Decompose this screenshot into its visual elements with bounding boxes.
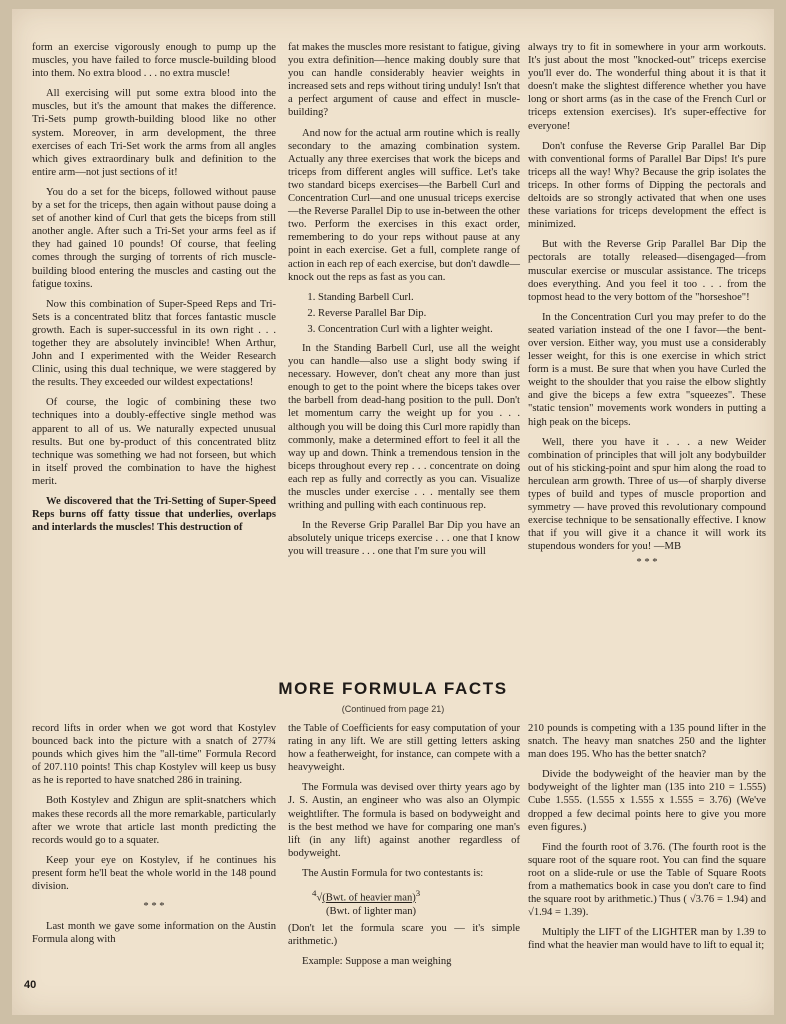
- paragraph: Example: Suppose a man weighing: [302, 955, 452, 967]
- top-column-2: [288, 41, 520, 565]
- paragraph: the Table of Coefficients for easy computation of your rating in any lift. We are still getting letters asking how a featherweight, for instance, can compete with a heavyweight.: [288, 723, 520, 774]
- paragraph: In the Reverse Grip Parallel Bar Dip you have an absolutely unique triceps exercise . . . one that I know you will treasure . . . one that I'm sure you will: [288, 520, 520, 558]
- paragraph: form an exercise vigorously enough to pump up the muscles, you have failed to force muscle-building blood into them. No extra blood . . . no extra muscle!: [32, 42, 276, 80]
- paragraph: (Don't let the formula scare you — it's simple arithmetic.): [288, 922, 520, 947]
- paragraph: In the Standing Barbell Curl, use all the weight you can handle—also use a slight body swing if necessary. However, don't cheat any more than just enough to get to the point where the biceps takes over the barbell from dead-hang position to the pull. Don't let momentum carry the weight up for you . . . although you will be doing this Curl more rapidly than commonly, make a determined effort to feel it all the way up and down. Think a tremendous tension in the biceps throughout every rep . . . concentrate on doing each rep as fully and correctly as you can. Visualize the muscles under exercise . . . mentally see them writhing and pulling with each continuous rep.: [288, 342, 520, 512]
- heading-subtitle: (Continued from page 21): [341, 704, 445, 714]
- paragraph: In the Concentration Curl you may prefer to do the seated variation instead of the one I favor—the bent-over version. Either way, you must use a considerably lesser weight, for this is one exercise in which strict form is a must. Be sure that when you have Curled the weight to the shoulder that you raise the elbow slightly and give the biceps a few extra "squeezes". These "static tension" movements work wonders in putting a high peak on the biceps.: [528, 311, 766, 428]
- magazine-page: [12, 9, 774, 1015]
- paragraph: Last month we gave some information on the Austin Formula along with: [32, 921, 276, 946]
- paragraph: The Formula was devised over thirty years ago by J. S. Austin, an engineer who was also an Olympic weightlifter. The formula is based on bodyweight and is the best method we have for comparing one man's lift (in any lift) against another regardless of bodyweight.: [288, 782, 520, 859]
- paragraph: And now for the actual arm routine which is really secondary to the amazing combination system. Actually any three exercises that work the biceps and triceps from different angles will suffice. Let's take two standard biceps exercises—the Barbell Curl and Concentration Curl—and one unusual triceps exercise—the Reverse Parallel Dip to use in-between the other two. Perform the exercises in this exact order, remembering to do your reps without pause at any point in each exercise. Get a full, complete range of action in each rep of each exercise, but don't dawdle—knock out the reps as fast as you can.: [288, 127, 520, 283]
- top-column-1: [32, 41, 276, 541]
- paragraph: fat makes the muscles more resistant to fatigue, giving you extra definition—hence making doubly sure that you can handle considerably heavier weights in increased sets and reps without tiring unduly! Isn't that a perfect argument of cause and effect in muscle-building?: [288, 42, 520, 119]
- paragraph: Don't confuse the Reverse Grip Parallel Bar Dip with conventional forms of Parallel Bar Dips! It's pure triceps all the way! Why? Because the grip isolates the triceps. In other forms of Dipping the pectorals and deltoids are so strongly activated that when one uses these variations for triceps development the effect is minimized.: [528, 140, 766, 231]
- heading-title: MORE FORMULA FACTS: [278, 679, 508, 698]
- paragraph: Find the fourth root of 3.76. (The fourth root is the square root of the square root. You can find the square root on a slide-rule or use the Table of Square Roots from a mathematics book in case you don't care to find the square root by arithmetic.) Thus ( √3.76 = 1.94) and √1.94 = 1.39).: [528, 841, 766, 919]
- bottom-column-1: [32, 722, 276, 953]
- bottom-column-3: [528, 722, 766, 960]
- formula-numerator: (Bwt. of heavier man): [322, 892, 416, 904]
- exercise-list: [288, 291, 520, 336]
- paragraph: Multiply the LIFT of the LIGHTER man by 1.39 to find what the heavier man would have to lift to equal it;: [528, 927, 766, 952]
- paragraph: All exercising will put some extra blood into the muscles, but it's the amount that makes the difference. Tri-Sets pump growth-building blood like no other system. Moreover, in arm development, the three exercises of each Tri-Set work the arms from all angles which gives extraordinary bulk and definition to the entire arm—not just sections of it!: [32, 88, 276, 178]
- list-item: 2. Reverse Parallel Bar Dip.: [318, 307, 520, 320]
- root-index: 4: [312, 888, 317, 899]
- section-heading: [12, 679, 774, 714]
- list-item: 3. Concentration Curl with a lighter weight.: [318, 323, 520, 336]
- paragraph: Of course, the logic of combining these two techniques into a doubly-effective single method was apparent to all of us. We naturally expected unusual results. But one by-product of this concentrated blitz technique was something we had not forseen, but which in itself proved the combination to have the highest merit.: [32, 397, 276, 487]
- paragraph: record lifts in order when we got word that Kostylev bounced back into the picture with a snatch of 277¾ pounds which gives him the "all-time" Formula Record of 207.110 points! This chap Kostylev will keep us busy as he is reported to have snatched 286 in training.: [32, 723, 276, 787]
- section-break: * * *: [636, 557, 658, 569]
- paragraph: always try to fit in somewhere in your arm workouts. It's just about the most "knocked-out" triceps exercise you'll ever do. The wonderful thing about it is that it doesn't make the slightest difference whether you have long or short arms (as in the case of the French Curl or triceps extension exercises). It's super-effective for everyone!: [528, 42, 766, 132]
- paragraph: Both Kostylev and Zhigun are split-snatchers which makes these records all the more remarkable, particularly after we wrote that article last month predicting the records would go to a squater.: [32, 795, 276, 846]
- austin-formula: [288, 887, 520, 918]
- section-break: * * *: [143, 901, 165, 913]
- paragraph: We discovered that the Tri-Setting of Super-Speed Reps burns off fatty tissue that underlies, overlaps and interlards the muscles! This destruction of: [32, 496, 276, 534]
- radical-sign: √: [316, 892, 323, 904]
- paragraph: Divide the bodyweight of the heavier man by the bodyweight of the lighter man (135 into 210 = 1.555) Cube 1.555. (1.555 x 1.555 x 1.555 = 3.76) (We've dropped a few decimal points here to give you more even figures.): [528, 769, 766, 833]
- paragraph: 210 pounds is competing with a 135 pound lifter in the snatch. The heavy man snatches 250 and the lighter man does 195. Who has the better snatch?: [528, 723, 766, 761]
- bottom-column-2: [288, 722, 520, 975]
- list-item: 1. Standing Barbell Curl.: [318, 291, 520, 304]
- page-number: 40: [24, 979, 37, 991]
- paragraph: The Austin Formula for two contestants is:: [302, 867, 484, 879]
- paragraph: Keep your eye on Kostylev, if he continues his present form he'll beat the whole world in the 148 pound division.: [32, 854, 276, 893]
- formula-denominator: (Bwt. of lighter man): [326, 905, 417, 917]
- paragraph: Well, there you have it . . . a new Weider combination of principles that will jolt any bodybuilder out of his sticking-point and spur him along the road to herculean arm growth. Three of us—of sharply diverse types of build and types of muscle proportion and symmetry — have proved this revolutionary compound exercise technique to be sensationally effective. I know that if you will give it a chance it will work its stupendous wonders for you! —MB: [528, 436, 766, 553]
- paragraph: You do a set for the biceps, followed without pause by a set for the triceps, then again without pause doing a set of another kind of Curl that gets the biceps from still another angle. After such a Tri-Set your arms feel as if they had gained 10 pounds! Of course, that feeling comes through the surging of torrents of rich muscle-building blood entering the muscles and casting out the fatigue toxins.: [32, 186, 276, 290]
- paragraph: But with the Reverse Grip Parallel Bar Dip the pectorals are totally released—disengaged—from muscular exercise or muscular assistance. The triceps does everything. And you feel it too . . . from the topmost head to the very bottom of the "horseshoe"!: [528, 239, 766, 303]
- paragraph: Now this combination of Super-Speed Reps and Tri-Sets is a concentrated blitz that forces fantastic muscle growth. Each is super-successful in its own right . . . together they are absolutely invincible! When Arthur, John and I experimented with the Weider Research Clinic, using this dual technique, we were staggered by the results. They exceeded our wildest expectations!: [32, 298, 276, 389]
- top-column-3: [528, 41, 766, 577]
- formula-exponent: 3: [415, 888, 421, 899]
